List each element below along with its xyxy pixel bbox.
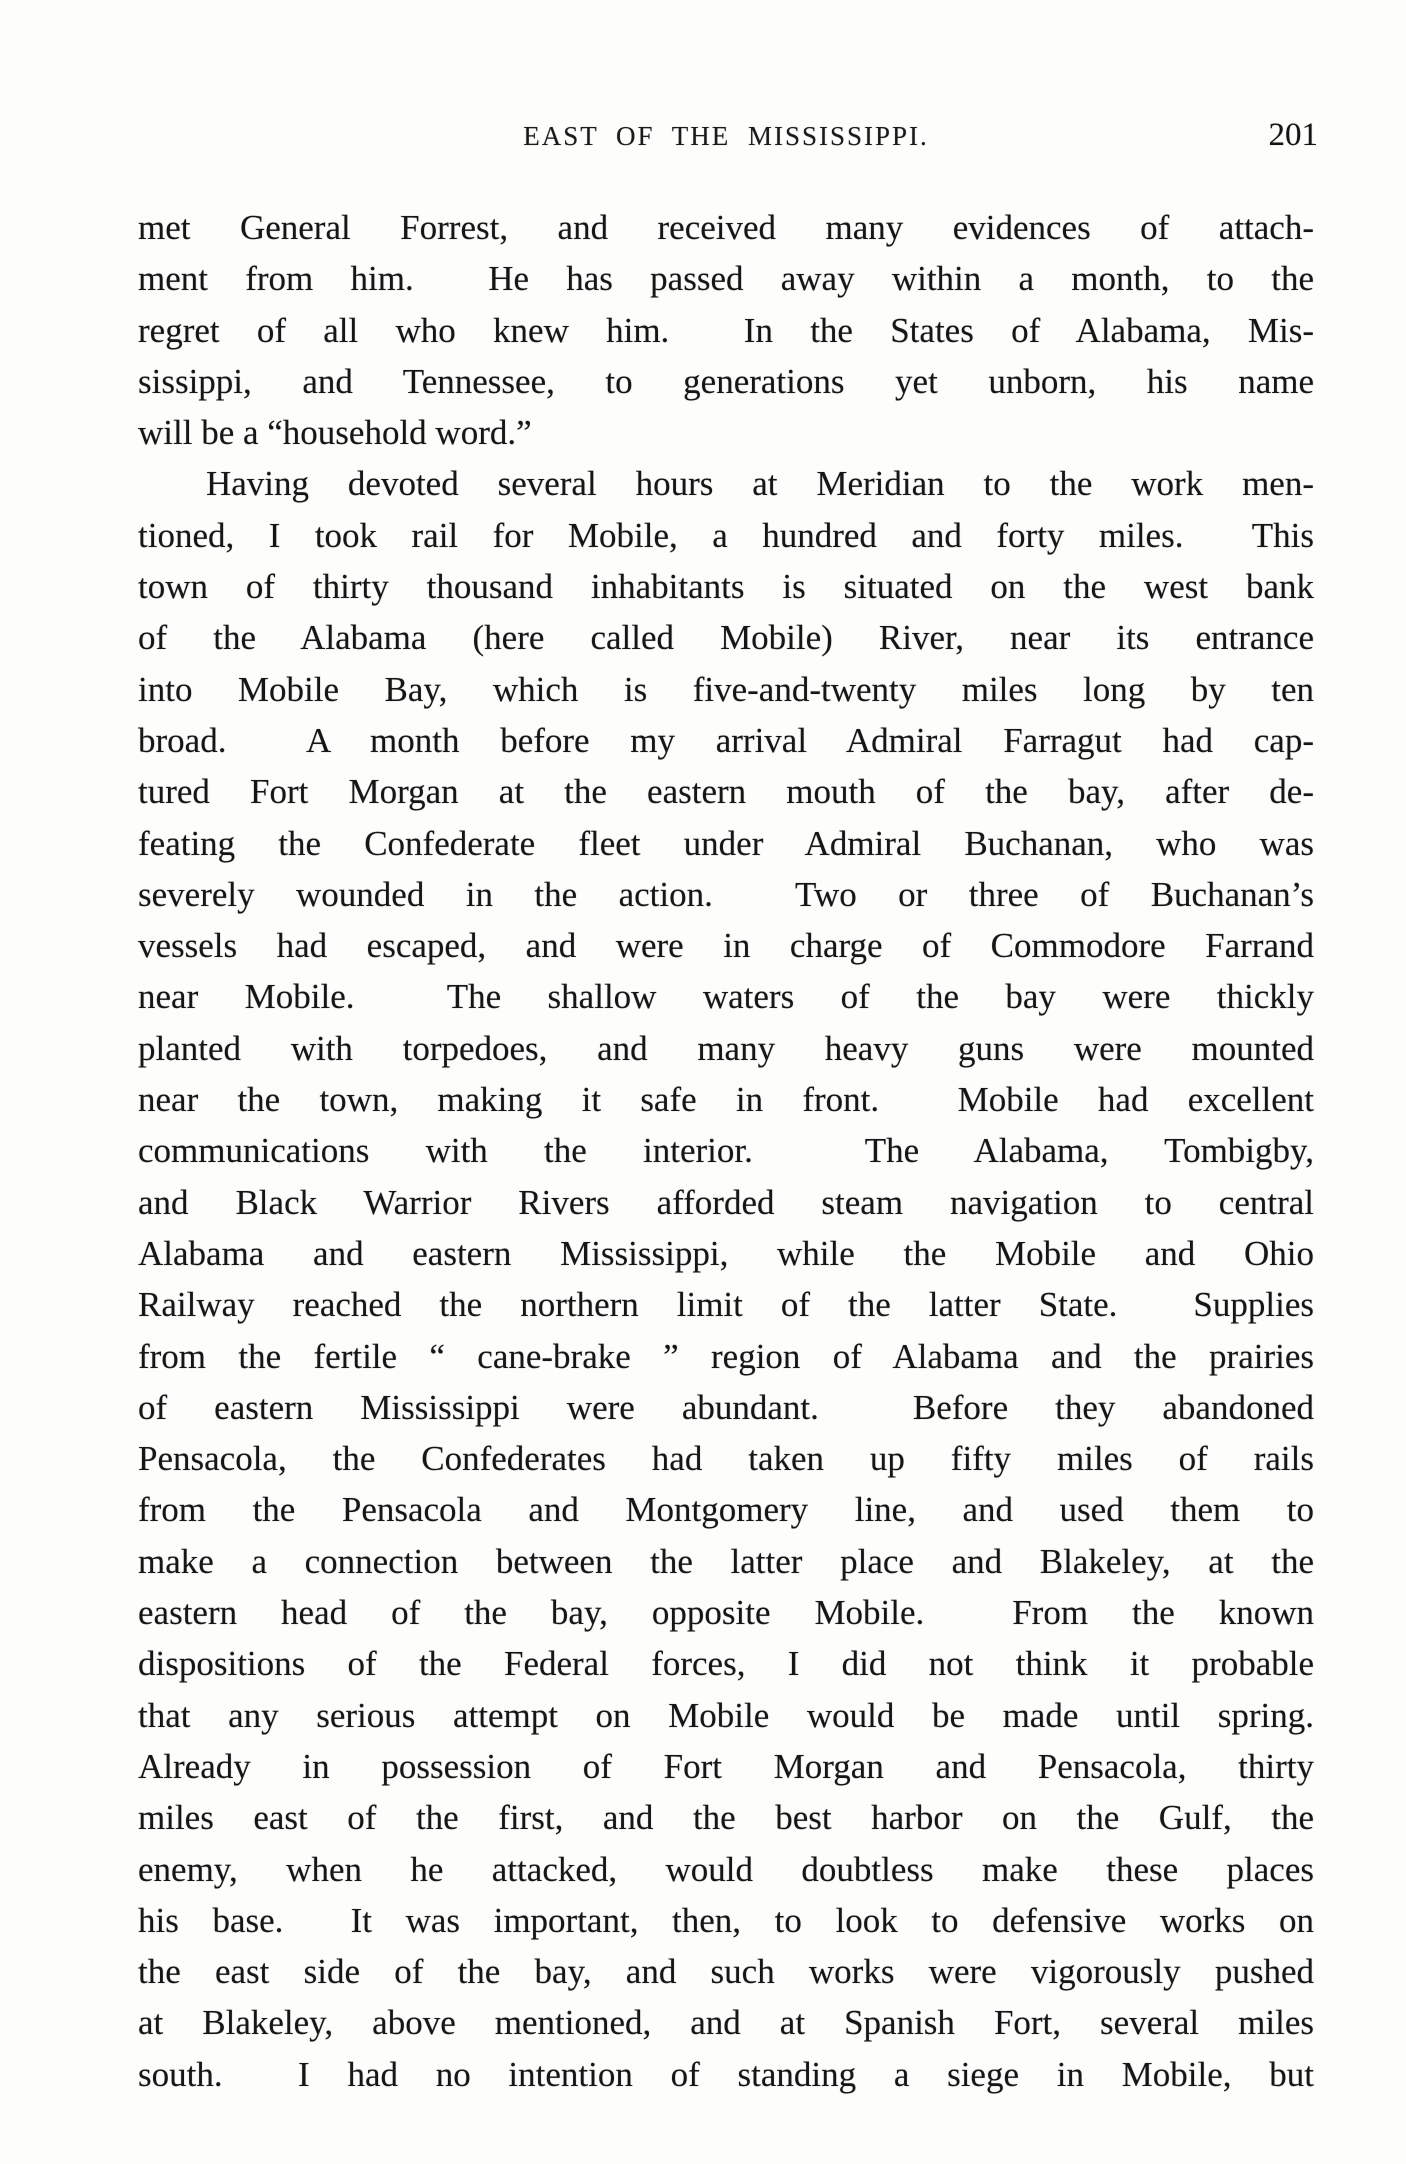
text-line: tured Fort Morgan at the eastern mouth of the bay, after de-	[138, 772, 1314, 812]
text-line: severely wounded in the action. Two or three of Buchanan’s	[138, 874, 1314, 914]
text-line: miles east of the first, and the best harbor on the Gulf, the	[138, 1798, 1314, 1838]
text-line: south. I had no intention of standing a siege in Mobile, but	[138, 2054, 1314, 2094]
text-line: dispositions of the Federal forces, I did not think it probable	[138, 1644, 1314, 1684]
text-line: tioned, I took rail for Mobile, a hundred and forty miles. This	[138, 515, 1314, 555]
text-line: broad. A month before my arrival Admiral Farragut had cap-	[138, 720, 1314, 760]
text-line: into Mobile Bay, which is five-and-twenty miles long by ten	[138, 669, 1314, 709]
text-line: his base. It was important, then, to look to defensive works on	[138, 1900, 1314, 1940]
text-line: sissippi, and Tennessee, to generations yet unborn, his name	[138, 361, 1314, 401]
text-line: that any serious attempt on Mobile would be made until spring.	[138, 1695, 1314, 1735]
text-line: near the town, making it safe in front. Mobile had excellent	[138, 1080, 1314, 1120]
text-line: of the Alabama (here called Mobile) River, near its entrance	[138, 618, 1314, 658]
text-line: Alabama and eastern Mississippi, while the Mobile and Ohio	[138, 1233, 1314, 1273]
page-number: 201	[1268, 117, 1318, 153]
text-line: ment from him. He has passed away within a month, to the	[138, 259, 1314, 299]
text-line: communications with the interior. The Alabama, Tombigby,	[138, 1131, 1314, 1171]
running-head-title: EAST OF THE MISSISSIPPI.	[523, 121, 929, 151]
text-line: make a connection between the latter place and Blakeley, at the	[138, 1541, 1314, 1581]
text-line: enemy, when he attacked, would doubtless make these places	[138, 1849, 1314, 1889]
text-line: will be a “household word.”	[138, 413, 532, 453]
text-line: Railway reached the northern limit of the latter State. Supplies	[138, 1285, 1314, 1325]
text-line: near Mobile. The shallow waters of the bay were thickly	[138, 977, 1314, 1017]
text-line: town of thirty thousand inhabitants is situated on the west bank	[138, 567, 1314, 607]
text-line: planted with torpedoes, and many heavy guns were mounted	[138, 1028, 1314, 1068]
text-line: of eastern Mississippi were abundant. Before they abandoned	[138, 1387, 1314, 1427]
text-line: from the Pensacola and Montgomery line, and used them to	[138, 1490, 1314, 1530]
text-line: at Blakeley, above mentioned, and at Spanish Fort, several miles	[138, 2003, 1314, 2043]
text-line: Pensacola, the Confederates had taken up fifty miles of rails	[138, 1439, 1314, 1479]
text-line: from the fertile “ cane-brake ” region of Alabama and the prairies	[138, 1336, 1314, 1376]
text-line: vessels had escaped, and were in charge of Commodore Farrand	[138, 926, 1314, 966]
page-header	[138, 117, 1318, 161]
text-line: Having devoted several hours at Meridian to the work men-	[206, 464, 1314, 504]
text-line: Already in possession of Fort Morgan and Pensacola, thirty	[138, 1746, 1314, 1786]
text-line: regret of all who knew him. In the States of Alabama, Mis-	[138, 310, 1314, 350]
text-line: met General Forrest, and received many evidences of attach-	[138, 208, 1314, 247]
text-line: and Black Warrior Rivers afforded steam navigation to central	[138, 1182, 1314, 1222]
text-line: feating the Confederate fleet under Admiral Buchanan, who was	[138, 823, 1314, 863]
body-text	[138, 202, 1314, 2100]
text-line: eastern head of the bay, opposite Mobile. From the known	[138, 1593, 1314, 1633]
text-line: the east side of the bay, and such works were vigorously pushed	[138, 1952, 1314, 1992]
